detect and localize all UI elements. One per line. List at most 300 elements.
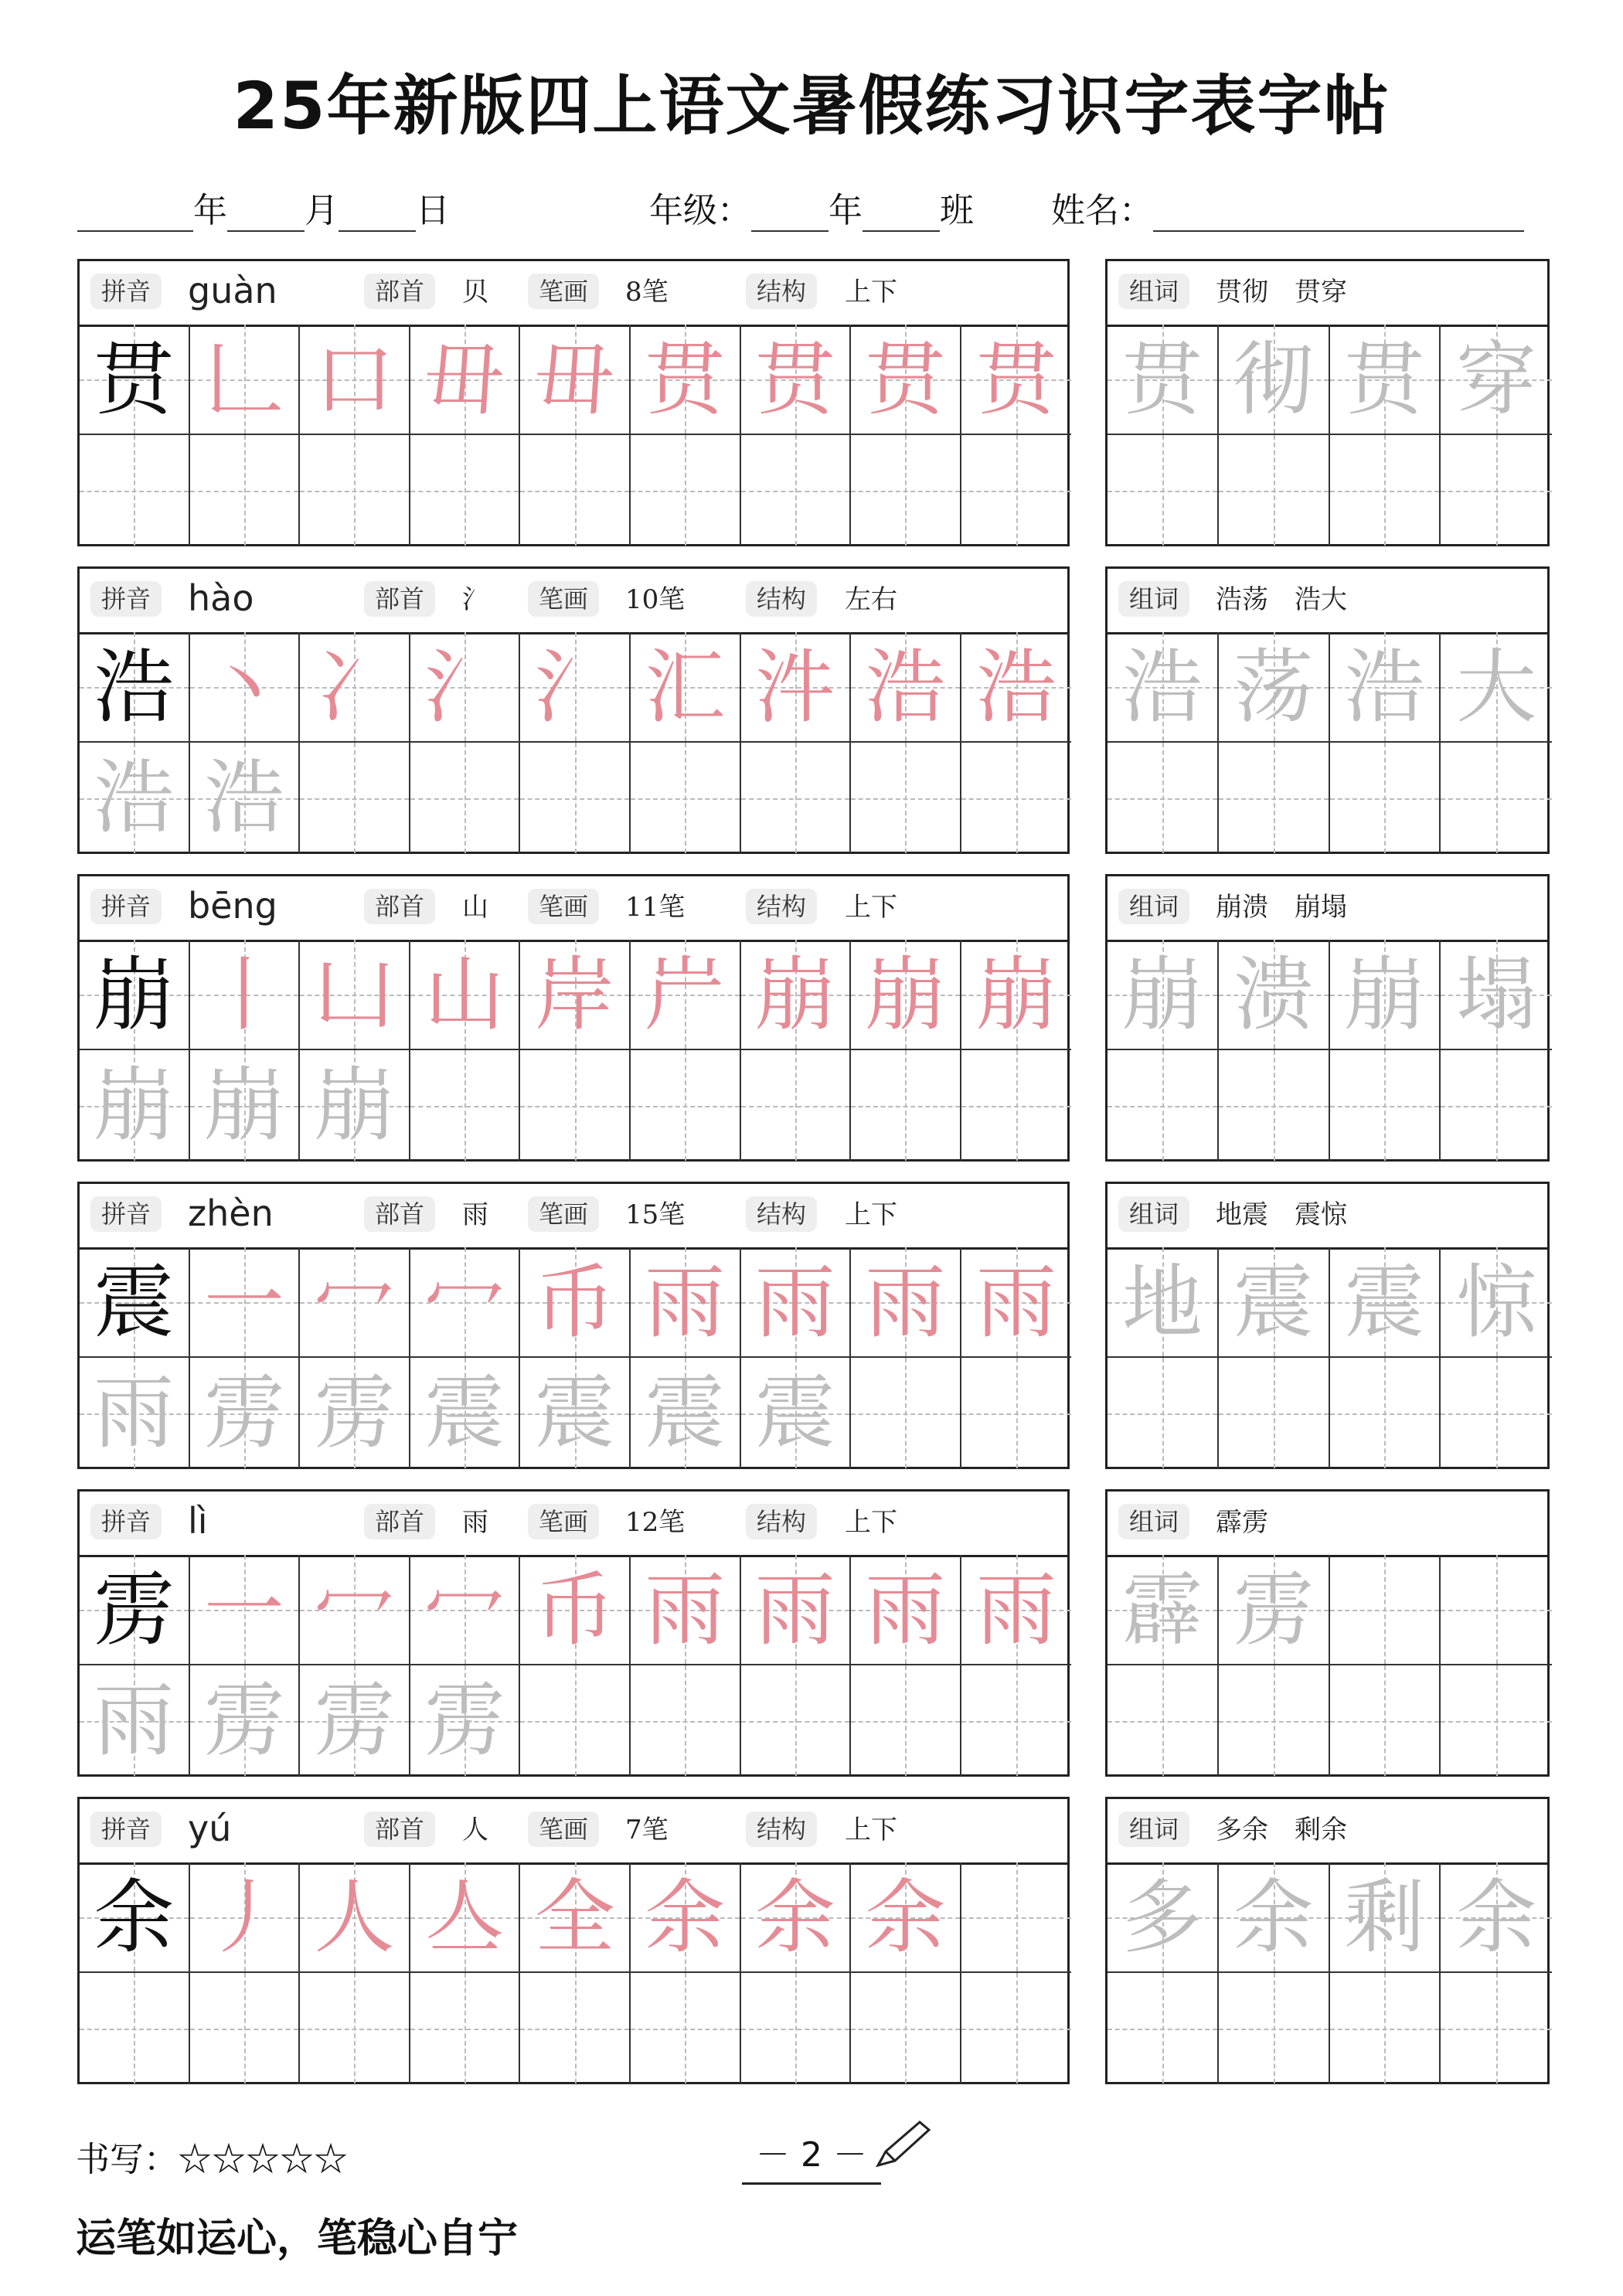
grid-cell[interactable] bbox=[851, 435, 961, 546]
grid-cell[interactable] bbox=[520, 1665, 631, 1776]
pinyin-value: guàn bbox=[188, 270, 277, 311]
stroke-order-char bbox=[314, 1870, 394, 1964]
grid-cell[interactable] bbox=[80, 743, 190, 853]
grid-cell[interactable] bbox=[1108, 940, 1219, 1050]
grid-cell[interactable] bbox=[190, 1555, 301, 1665]
grid-cell[interactable] bbox=[851, 1555, 961, 1665]
structure-value: 上下 bbox=[845, 1199, 897, 1230]
grid-cell[interactable] bbox=[520, 743, 631, 853]
pinyin-tag: 拼音 bbox=[90, 581, 162, 617]
grid-cell[interactable] bbox=[410, 1358, 521, 1468]
grid-cell[interactable] bbox=[1219, 1247, 1330, 1358]
grid-cell[interactable] bbox=[1108, 743, 1219, 853]
name-blank[interactable] bbox=[1153, 198, 1524, 232]
word-trace-char: 地 bbox=[1121, 1255, 1203, 1349]
year-blank[interactable] bbox=[77, 198, 193, 232]
grid-cell[interactable] bbox=[300, 325, 410, 435]
grid-cell[interactable] bbox=[631, 325, 741, 435]
grid-cell[interactable] bbox=[190, 940, 301, 1050]
grid-cell[interactable] bbox=[410, 743, 521, 853]
grid-cell[interactable] bbox=[1330, 1050, 1441, 1161]
structure-tag: 结构 bbox=[746, 1196, 817, 1232]
grid-cell[interactable] bbox=[1219, 1358, 1330, 1468]
page-number: － 2 － bbox=[742, 2127, 881, 2185]
grid-cell[interactable] bbox=[1330, 1665, 1441, 1776]
words-value: 崩溃 崩塌 bbox=[1216, 892, 1347, 923]
grid-cell[interactable] bbox=[1219, 743, 1330, 853]
words-tag: 组词 bbox=[1118, 1504, 1189, 1539]
word-card-header bbox=[1108, 876, 1547, 942]
grid-cell[interactable] bbox=[1219, 940, 1330, 1050]
stroke-order-char bbox=[755, 1255, 835, 1349]
trace-char: 雳 bbox=[314, 1673, 395, 1767]
trace-char: 雳 bbox=[424, 1673, 505, 1767]
grid-cell[interactable] bbox=[851, 743, 961, 853]
grid-cell[interactable] bbox=[80, 1247, 190, 1358]
stroke-order-char bbox=[535, 640, 615, 734]
grid-cell[interactable] bbox=[190, 1973, 301, 2083]
stroke-order-char bbox=[204, 1870, 284, 1964]
grid-cell[interactable] bbox=[961, 1050, 1072, 1161]
word-trace-char: 崩 bbox=[1344, 947, 1425, 1042]
char-card bbox=[77, 1797, 1070, 2084]
grid-cell[interactable] bbox=[961, 435, 1072, 546]
grid-cell[interactable] bbox=[190, 1050, 301, 1161]
grid-cell[interactable] bbox=[1108, 1973, 1219, 2083]
grid-cell[interactable] bbox=[1330, 1973, 1441, 2083]
grid-cell[interactable] bbox=[1441, 1247, 1552, 1358]
words-value: 浩荡 浩大 bbox=[1216, 584, 1347, 615]
trace-char: 震 bbox=[424, 1366, 505, 1460]
trace-char: 雳 bbox=[203, 1673, 284, 1767]
stroke-order-char bbox=[755, 640, 835, 734]
grid-cell[interactable] bbox=[80, 1862, 190, 1973]
strokes-tag: 笔画 bbox=[528, 1196, 599, 1232]
stroke-highlight: 余 bbox=[865, 1870, 946, 1964]
word-card-header bbox=[1108, 1184, 1547, 1250]
word-trace-char: 浩 bbox=[1344, 640, 1425, 734]
grid-cell[interactable] bbox=[520, 1050, 631, 1161]
stroke-order-char bbox=[865, 947, 945, 1042]
grid-cell[interactable] bbox=[520, 1358, 631, 1468]
grid-cell[interactable] bbox=[961, 1555, 1072, 1665]
grid-cell[interactable] bbox=[410, 1665, 521, 1776]
grid-cell[interactable] bbox=[520, 325, 631, 435]
radical-tag: 部首 bbox=[364, 274, 435, 309]
grid-cell[interactable] bbox=[300, 940, 410, 1050]
grid-cell[interactable] bbox=[741, 940, 852, 1050]
pinyin-value: zhèn bbox=[188, 1192, 274, 1234]
grid-cell[interactable] bbox=[1108, 1358, 1219, 1468]
word-card-header bbox=[1108, 1799, 1547, 1865]
words-tag: 组词 bbox=[1118, 1196, 1189, 1232]
grid-cell[interactable] bbox=[410, 1050, 521, 1161]
grid-cell[interactable] bbox=[631, 1665, 741, 1776]
strokes-tag: 笔画 bbox=[528, 1811, 599, 1847]
grid-cell[interactable] bbox=[410, 1862, 521, 1973]
grid-cell[interactable] bbox=[741, 1247, 852, 1358]
grid-cell[interactable] bbox=[961, 632, 1072, 743]
structure-tag: 结构 bbox=[746, 581, 817, 617]
motto: 运笔如运心，笔稳心自宁 bbox=[76, 2216, 519, 2262]
grid-cell[interactable] bbox=[631, 1247, 741, 1358]
grid-cell[interactable] bbox=[1219, 632, 1330, 743]
word-trace-char: 震 bbox=[1233, 1255, 1314, 1349]
grid-cell[interactable] bbox=[1441, 1050, 1552, 1161]
grid-cell[interactable] bbox=[300, 1862, 410, 1973]
radical-value: 人 bbox=[462, 1815, 488, 1845]
grid-cell[interactable] bbox=[851, 1862, 961, 1973]
stroke-order-char bbox=[976, 1563, 1056, 1657]
grid-cell[interactable] bbox=[1330, 325, 1441, 435]
grid-cell[interactable] bbox=[300, 632, 410, 743]
strokes-value: 10笔 bbox=[625, 584, 686, 615]
grid-cell[interactable] bbox=[851, 1050, 961, 1161]
structure-value: 上下 bbox=[845, 1815, 897, 1845]
grid-cell[interactable] bbox=[1330, 632, 1441, 743]
stroke-order-char bbox=[865, 1563, 945, 1657]
model-char: 震 bbox=[94, 1255, 175, 1349]
grid-cell[interactable] bbox=[520, 1973, 631, 2083]
stroke-highlight: 汇 bbox=[645, 640, 726, 734]
pinyin-tag: 拼音 bbox=[90, 1811, 162, 1847]
grid-cell[interactable] bbox=[1219, 325, 1330, 435]
info-row bbox=[77, 182, 1550, 236]
grid-cell[interactable] bbox=[190, 632, 301, 743]
stroke-order-char bbox=[976, 947, 1056, 1042]
rating-stars[interactable]: ☆☆☆☆☆ bbox=[178, 2140, 348, 2179]
word-trace-char: 多 bbox=[1121, 1870, 1203, 1964]
stroke-order-char bbox=[424, 1563, 505, 1657]
stroke-order-char bbox=[535, 947, 615, 1042]
word-trace-char: 荡 bbox=[1233, 640, 1314, 734]
stroke-order-char bbox=[976, 640, 1056, 734]
grid-cell[interactable] bbox=[1441, 1665, 1552, 1776]
stroke-order-char bbox=[424, 1255, 505, 1349]
stroke-order-char bbox=[865, 1870, 945, 1964]
stroke-order-char bbox=[645, 1563, 725, 1657]
grid-cell[interactable] bbox=[631, 1973, 741, 2083]
radical-tag: 部首 bbox=[364, 581, 435, 617]
grid-cell[interactable] bbox=[1330, 940, 1441, 1050]
grid-cell[interactable] bbox=[1108, 1862, 1219, 1973]
trace-char: 浩 bbox=[203, 750, 284, 845]
grid-cell[interactable] bbox=[190, 435, 301, 546]
stroke-highlight: 币 bbox=[534, 1563, 615, 1657]
grid-cell[interactable] bbox=[961, 1665, 1072, 1776]
grid-cell[interactable] bbox=[631, 1358, 741, 1468]
stroke-order-char bbox=[314, 640, 394, 734]
pinyin-tag: 拼音 bbox=[90, 889, 162, 924]
stroke-highlight: 雨 bbox=[976, 1563, 1057, 1657]
word-card bbox=[1105, 1182, 1550, 1469]
grid-cell[interactable] bbox=[190, 1665, 301, 1776]
strokes-tag: 笔画 bbox=[528, 581, 599, 617]
grid-cell[interactable] bbox=[520, 1862, 631, 1973]
strokes-tag: 笔画 bbox=[528, 274, 599, 309]
grid-cell[interactable] bbox=[300, 435, 410, 546]
grid-cell[interactable] bbox=[961, 1973, 1072, 2083]
grid-cell[interactable] bbox=[410, 1247, 521, 1358]
stroke-highlight: 贯 bbox=[754, 332, 835, 427]
grid-cell[interactable] bbox=[300, 1247, 410, 1358]
grid-cell[interactable] bbox=[961, 1247, 1072, 1358]
stroke-highlight: 雨 bbox=[645, 1563, 726, 1657]
grid-cell[interactable] bbox=[1441, 940, 1552, 1050]
grid-cell[interactable] bbox=[1108, 325, 1219, 435]
grid-cell[interactable] bbox=[300, 743, 410, 853]
grid-cell[interactable] bbox=[1441, 1358, 1552, 1468]
grid-cell[interactable] bbox=[80, 940, 190, 1050]
stroke-order-char bbox=[755, 1563, 835, 1657]
stroke-highlight: 丨 bbox=[203, 947, 284, 1042]
stroke-highlight: 贯 bbox=[865, 332, 946, 427]
grid-cell[interactable] bbox=[851, 1358, 961, 1468]
stroke-order-char bbox=[424, 1870, 505, 1964]
grid-cell[interactable] bbox=[80, 1050, 190, 1161]
word-trace-char: 霹 bbox=[1121, 1563, 1203, 1657]
char-card-header bbox=[80, 569, 1067, 634]
grid-cell[interactable] bbox=[851, 632, 961, 743]
grid-cell[interactable] bbox=[961, 325, 1072, 435]
trace-char: 雳 bbox=[314, 1366, 395, 1460]
grid-cell[interactable] bbox=[80, 435, 190, 546]
char-card-header bbox=[80, 1492, 1067, 1557]
words-tag: 组词 bbox=[1118, 889, 1189, 924]
stroke-highlight: 雨 bbox=[865, 1563, 946, 1657]
words-value: 地震 震惊 bbox=[1216, 1199, 1347, 1230]
radical-tag: 部首 bbox=[364, 1504, 435, 1539]
char-card bbox=[77, 259, 1070, 546]
grid-cell[interactable] bbox=[190, 325, 301, 435]
grid-cell[interactable] bbox=[410, 325, 521, 435]
stroke-highlight: 浩 bbox=[976, 640, 1057, 734]
stroke-highlight: 山 bbox=[424, 947, 505, 1042]
grid-cell[interactable] bbox=[1219, 435, 1330, 546]
grid-cell[interactable] bbox=[1330, 1247, 1441, 1358]
name-label: 姓名： bbox=[1051, 191, 1153, 230]
stroke-highlight: 贯 bbox=[645, 332, 726, 427]
strokes-value: 8笔 bbox=[625, 277, 669, 308]
trace-char: 震 bbox=[534, 1366, 615, 1460]
grid-cell[interactable] bbox=[190, 743, 301, 853]
stroke-highlight: 𠃊 bbox=[203, 332, 284, 427]
grid-cell[interactable] bbox=[1219, 1050, 1330, 1161]
grid-cell[interactable] bbox=[961, 743, 1072, 853]
grid-cell[interactable] bbox=[520, 940, 631, 1050]
stroke-order-char bbox=[204, 947, 284, 1042]
grid-cell[interactable] bbox=[410, 1555, 521, 1665]
word-card bbox=[1105, 259, 1550, 546]
grid-cell[interactable] bbox=[741, 435, 852, 546]
stroke-highlight: 崩 bbox=[976, 947, 1057, 1042]
grid-cell[interactable] bbox=[300, 1973, 410, 2083]
grid-cell[interactable] bbox=[741, 325, 852, 435]
grid-cell[interactable] bbox=[1441, 1973, 1552, 2083]
grid-cell[interactable] bbox=[851, 325, 961, 435]
grid-cell[interactable] bbox=[190, 1358, 301, 1468]
grid-cell[interactable] bbox=[520, 1247, 631, 1358]
grid-cell[interactable] bbox=[190, 1862, 301, 1973]
grid-cell[interactable] bbox=[851, 1973, 961, 2083]
grid-cell[interactable] bbox=[410, 1973, 521, 2083]
stroke-order-char bbox=[204, 640, 284, 734]
stroke-highlight: 冫 bbox=[314, 640, 395, 734]
grid-cell[interactable] bbox=[1330, 435, 1441, 546]
grid-cell[interactable] bbox=[1219, 1973, 1330, 2083]
structure-value: 上下 bbox=[845, 892, 897, 923]
grid-cell[interactable] bbox=[190, 1247, 301, 1358]
grid-cell[interactable] bbox=[741, 743, 852, 853]
grid-cell[interactable] bbox=[1108, 435, 1219, 546]
grid-cell[interactable] bbox=[631, 1862, 741, 1973]
grid-cell[interactable] bbox=[631, 940, 741, 1050]
grid-cell[interactable] bbox=[741, 1358, 852, 1468]
grid-cell[interactable] bbox=[741, 1555, 852, 1665]
grid-cell[interactable] bbox=[1219, 1665, 1330, 1776]
stroke-highlight: 币 bbox=[534, 1255, 615, 1349]
stroke-highlight: 一 bbox=[203, 1255, 284, 1349]
grid-cell[interactable] bbox=[520, 632, 631, 743]
word-trace-char: 贯 bbox=[1121, 332, 1203, 427]
stroke-order-char bbox=[204, 1255, 284, 1349]
stroke-order-char bbox=[424, 640, 505, 734]
grid-cell[interactable] bbox=[300, 1665, 410, 1776]
grid-cell[interactable] bbox=[851, 1665, 961, 1776]
stroke-highlight: 贯 bbox=[976, 332, 1057, 427]
word-trace-char: 震 bbox=[1344, 1255, 1425, 1349]
stroke-order-char bbox=[535, 1563, 615, 1657]
grid-cell[interactable] bbox=[1441, 435, 1552, 546]
grid-cell[interactable] bbox=[520, 435, 631, 546]
grid-cell[interactable] bbox=[961, 1358, 1072, 1468]
grid-cell[interactable] bbox=[851, 1247, 961, 1358]
grid-cell[interactable] bbox=[961, 1862, 1072, 1973]
grade-line bbox=[649, 182, 974, 232]
grid-cell[interactable] bbox=[1330, 743, 1441, 853]
grade-class-blank[interactable] bbox=[863, 198, 940, 232]
stroke-order-char bbox=[204, 332, 284, 427]
stroke-highlight: 雨 bbox=[645, 1255, 726, 1349]
stroke-highlight: 丶 bbox=[203, 640, 284, 734]
grid-cell[interactable] bbox=[410, 435, 521, 546]
stroke-highlight: 毌 bbox=[424, 332, 505, 427]
grid-cell[interactable] bbox=[1441, 632, 1552, 743]
grid-cell[interactable] bbox=[631, 743, 741, 853]
grid-cell[interactable] bbox=[631, 1050, 741, 1161]
grid-cell[interactable] bbox=[80, 1555, 190, 1665]
model-char: 浩 bbox=[94, 640, 175, 734]
grid-cell[interactable] bbox=[300, 1050, 410, 1161]
stroke-highlight: 氵 bbox=[534, 640, 615, 734]
word-trace-char: 余 bbox=[1233, 1870, 1314, 1964]
grid-cell[interactable] bbox=[410, 632, 521, 743]
month-blank[interactable] bbox=[227, 198, 305, 232]
word-trace-char: 惊 bbox=[1456, 1255, 1537, 1349]
word-trace-char: 雳 bbox=[1233, 1563, 1314, 1657]
grid-cell[interactable] bbox=[741, 632, 852, 743]
stroke-order-char bbox=[976, 1255, 1056, 1349]
grid-cell[interactable] bbox=[300, 1358, 410, 1468]
grid-cell[interactable] bbox=[1441, 1862, 1552, 1973]
grid-cell[interactable] bbox=[1108, 1247, 1219, 1358]
grid-cell[interactable] bbox=[300, 1555, 410, 1665]
grid-cell[interactable] bbox=[741, 1050, 852, 1161]
trace-char: 雨 bbox=[94, 1366, 175, 1460]
grid-cell[interactable] bbox=[80, 1358, 190, 1468]
radical-value: 贝 bbox=[462, 277, 488, 308]
word-trace-char: 余 bbox=[1456, 1870, 1537, 1964]
stroke-highlight: 冖 bbox=[424, 1255, 505, 1349]
grid-cell[interactable] bbox=[1330, 1358, 1441, 1468]
stroke-order-char bbox=[314, 1255, 394, 1349]
grid-cell[interactable] bbox=[80, 1665, 190, 1776]
trace-char: 震 bbox=[754, 1366, 835, 1460]
grid-cell[interactable] bbox=[1108, 1665, 1219, 1776]
grid-cell[interactable] bbox=[1441, 1555, 1552, 1665]
grid-cell[interactable] bbox=[741, 1862, 852, 1973]
char-card bbox=[77, 1182, 1070, 1469]
structure-tag: 结构 bbox=[746, 1504, 817, 1539]
radical-value: 雨 bbox=[462, 1199, 488, 1230]
stroke-order-char bbox=[645, 332, 725, 427]
grid-cell[interactable] bbox=[1330, 1555, 1441, 1665]
grid-cell[interactable] bbox=[1108, 1555, 1219, 1665]
grid-cell[interactable] bbox=[80, 632, 190, 743]
grid-cell[interactable] bbox=[1219, 1555, 1330, 1665]
grid-cell[interactable] bbox=[851, 940, 961, 1050]
grid-cell[interactable] bbox=[1219, 1862, 1330, 1973]
strokes-value: 15笔 bbox=[625, 1199, 686, 1230]
day-blank[interactable] bbox=[339, 198, 416, 232]
grid-cell[interactable] bbox=[1108, 1050, 1219, 1161]
stroke-order-char bbox=[204, 1563, 284, 1657]
page-title: 25年新版四上语文暑假练习识字表字帖 bbox=[233, 68, 1390, 144]
grid-cell[interactable] bbox=[961, 940, 1072, 1050]
grid-cell[interactable] bbox=[631, 1555, 741, 1665]
grid-cell[interactable] bbox=[520, 1555, 631, 1665]
grid-cell[interactable] bbox=[410, 940, 521, 1050]
words-tag: 组词 bbox=[1118, 274, 1189, 309]
grid-cell[interactable] bbox=[741, 1665, 852, 1776]
word-card bbox=[1105, 566, 1550, 854]
grid-cell[interactable] bbox=[631, 632, 741, 743]
stroke-highlight: 全 bbox=[534, 1870, 615, 1964]
date-line bbox=[77, 182, 450, 232]
grid-cell[interactable] bbox=[80, 325, 190, 435]
grid-cell[interactable] bbox=[741, 1973, 852, 2083]
grid-cell[interactable] bbox=[80, 1973, 190, 2083]
grid-cell[interactable] bbox=[1441, 743, 1552, 853]
grid-cell[interactable] bbox=[1441, 325, 1552, 435]
words-tag: 组词 bbox=[1118, 581, 1189, 617]
stroke-order-char bbox=[424, 947, 505, 1042]
words-value: 多余 剩余 bbox=[1216, 1815, 1347, 1845]
stroke-order-char bbox=[865, 1255, 945, 1349]
grade-year-blank[interactable] bbox=[751, 198, 829, 232]
word-trace-char: 大 bbox=[1456, 640, 1537, 734]
grid-cell[interactable] bbox=[1108, 632, 1219, 743]
rating bbox=[76, 2131, 348, 2181]
word-card-header bbox=[1108, 569, 1547, 634]
word-trace-char: 贯 bbox=[1344, 332, 1425, 427]
grid-cell[interactable] bbox=[631, 435, 741, 546]
stroke-highlight: 雨 bbox=[976, 1255, 1057, 1349]
grid-cell[interactable] bbox=[1330, 1862, 1441, 1973]
strokes-value: 12笔 bbox=[625, 1507, 686, 1538]
pinyin-tag: 拼音 bbox=[90, 1504, 162, 1539]
strokes-tag: 笔画 bbox=[528, 889, 599, 924]
